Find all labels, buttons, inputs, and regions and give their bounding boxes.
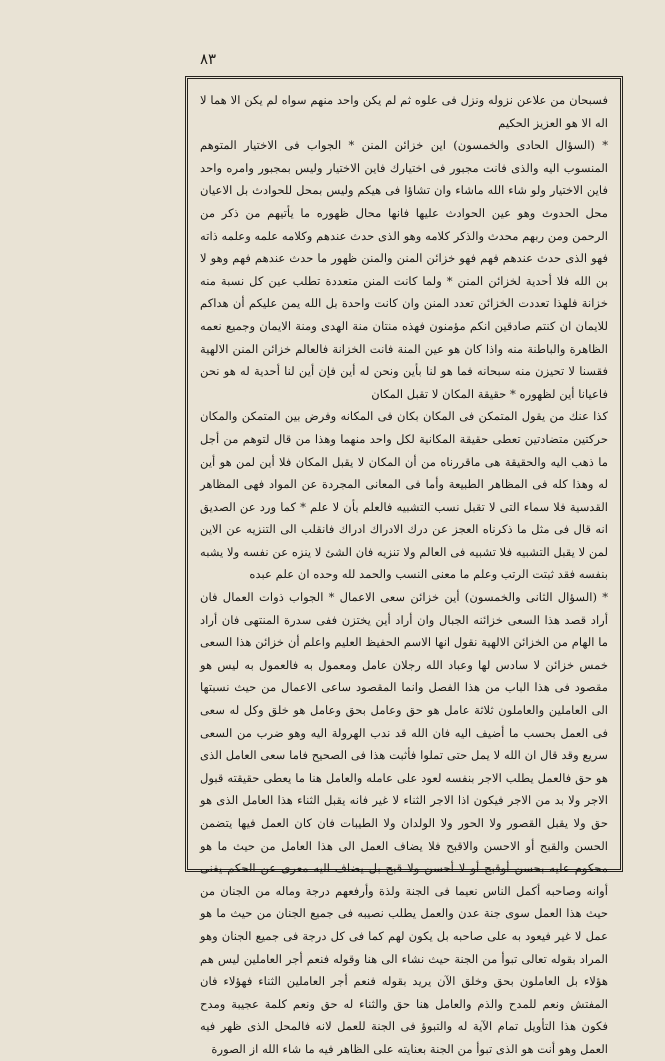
- paragraph-2: * (السؤال الحادى والخمسون) اين خزائن المنن * الجواب فى الاختيار المتوهم المنسوب اليه والذى فانت مجبور فى اختيارك فاين الاختيار وليس بمجبور وامره واحد فاين الاختيار ولو شاء الله ماشاء وان تشاؤا فى هيكم وليس بمحل للحوادث بل الاعيان محل الحدوث وهو عين الحوادث عليها فانها محال ظهوره ما يأتيهم من ذكر من الرحمن ومن ربهم محدث والذكر كلامه وهو الذى حدث عندهم وكلامه علمه وعلمه ذاته فهو الذى حدث عندهم فهم فهو خزائن المنن والمنن ظهور ما حدث عندهم فهم وهو لا بن الله فلا أحدية لخزائن المنن * ولما كانت المنن متعددة تطلب عين كل نسبة منه خزانة فلهذا تعددت الخزائن تعدد المنن وان كانت واحدة بل الله يمن عليكم أن هداكم للايمان ان كنتم صادقين انكم مؤمنون فهذه منتان منة الهدى ومنة الايمان وجميع نعمه الظاهرة والباطنة منه واذا كان هو عين المنة فانت الخزانة فالعالم خزائن المنن الالهية فقسنا لا تحيزن منه سبحانه فما هو لنا بأين ونحن له أين فإن أين لنا أحدية له هو نحن فاعيانا أين لظهوره * حقيقة المكان لا تقبل المكان: [200, 138, 608, 401]
- page-number: ٨٣: [200, 50, 217, 68]
- page-text: [200, 89, 608, 1061]
- text-frame: [185, 76, 623, 1056]
- paragraph-4: * (السؤال الثانى والخمسون) أين خزائن سعى الاعمال * الجواب ذوات العمال فان أراد قصد هذا السعى خزائنه الجبال وان أراد أين يختزن ففى سدرة المنتهى فان أراد ما الهام من الخزائن الالهية نقول انها الاسم الحفيظ العليم واعلم أن خزائن هذا السعى خمس خزائن لا سادس لها وعباد الله رجلان عامل ومعمول به فالعمول به ليس هو مقصود فى هذا الباب من هذا الفصل وانما المقصود ساعى الاعمال من حيث نسبتها الى العاملين والعاملون ثلاثة عامل هو حق وعامل بحق وعامل هو خلق وكل له سعى فى العمل بحسب ما أضيف اليه فان الله قد ندب الهرولة اليه وهو ضرب من السعى سريع وقد قال ان الله لا يمل حتى تملوا فأثبت هذا فى الصحيح فاما سعى العامل الذى هو حق فالعمل يطلب الاجر بنفسه لعود على عامله والعامل هنا ما يعطى حقيقته قبول الاجر ولا بد من الاجر فيكون اذا الاجر الثناء لا غير فانه يقبل الثناء هذا العامل الذى هو حق ولا يقبل القصور ولا الحور ولا الولدان ولا الطيبات فان كان العمل فيها يتضمن الحسن والقبح أو الاحسن والاقبح فلا يضاف العمل الى هذا العامل من حيث ما هو محكوم عليه بحسن أوقبح أو لا أحسن ولا قبح بل يضاف اليه معرى عن الحكم يفنى أوانه وصاحبه أكمل الناس نعيما فى الجنة ولذة وأرفعهم درجة وماله من الجنان من حيث هذا العمل سوى جنة عدن والعمل يطلب نصيبه فى جميع الجنان من حيث ما هو عمل لا غير فيعود به على صاحبه بل يكون لهم كما فى كل درجة فى جميع الجنان وهو المراد بقوله تعالى تبوأ من الجنة حيث نشاء الى هنا وقوله فنعم أجر العاملين ليس هم هؤلاء بل العاملون بحق وخلق الآن يريد بقوله فنعم أجر العاملين الثناء فهؤلاء فان المفتش ونعم للمدح والذم والعامل هنا حق والثناء له حق ونعم كلمة عجيبة ومدح فكون هذا التأويل تمام الآية له والتبوؤ فى الجنة للعمل لانه فالمحل الذى ظهر فيه العمل وهو أنت هو الذى تبوأ من الجنة بعنايته على الظاهر فيه ما شاء الله از الصورة: [200, 590, 608, 1056]
- paragraph-1: فسبحان من علاعن نزوله ونزل فى علوه ثم لم يكن واحد منهم سواه لم يكن الا هما لا اله الا هو العزيز الحكيم: [200, 93, 608, 130]
- paragraph-3: كذا عنك من يقول المتمكن فى المكان بكان فى المكانه وفرض بين المتمكن والمكان حركتين متضادتين تعطى حقيقة المكانية لكل واحد منهما وهذا من قال لتوهم من أجل ما ذهب اليه والحقيقة هى ماقررناه من أن المكان لا يقبل المكان فلا أين لمن هو أين له وهذا كله فى المظاهر الطبيعة وأما فى المعانى المجردة عن المواد فهى المظاهر القدسية فلا سماء التى لا تقبل نسب التشبيه فالعلم بأن لا علم * كما ورد عن الصديق انه قال فى مثل ما ذكرناه العجز عن درك الادراك ادراك فانقلب الى التنزيه عن الاين لمن لا يقبل التشبيه فلا تشبيه فى العالم ولا تنزيه فان الشئ لا ينزه عن نفسه ولا يشبه بنفسه فقد ثبتت الرتب وعلم ما معنى النسب والحمد لله وحده ان علم عبده: [200, 409, 608, 582]
